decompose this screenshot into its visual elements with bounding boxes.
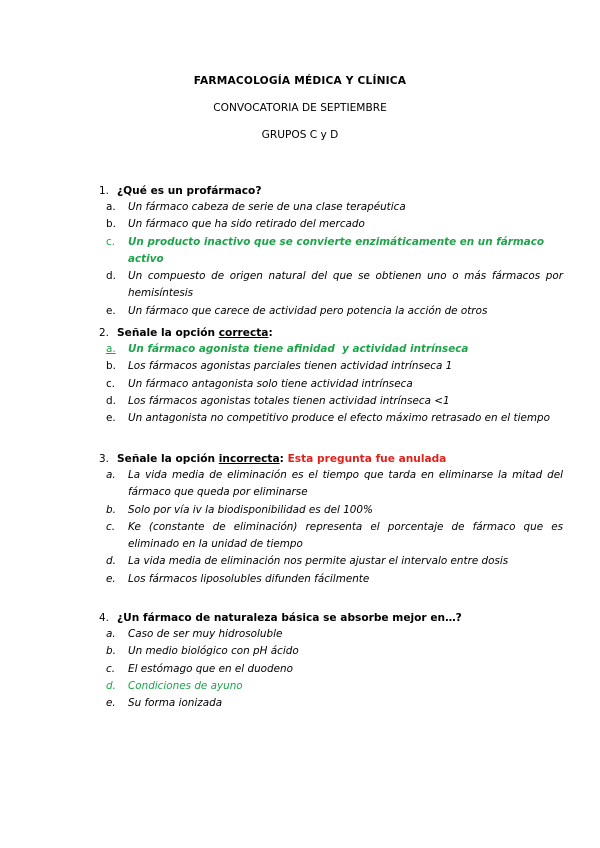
option-letter: c. — [106, 235, 116, 248]
option-letter: c. — [106, 662, 116, 675]
question-number: 3. — [99, 453, 109, 465]
option-letter: d. — [106, 679, 116, 692]
option-letter: d. — [106, 555, 116, 568]
question-1 — [99, 183, 563, 320]
option-b — [103, 216, 563, 233]
question-number: 1. — [99, 185, 109, 197]
option-e — [103, 571, 563, 588]
question-text-suffix: : — [279, 453, 288, 465]
option-text: El estómago que en el duodeno — [128, 662, 293, 675]
option-c — [103, 661, 563, 678]
question-text-prefix: Señale la opción — [117, 453, 219, 465]
options-list — [103, 467, 563, 588]
option-b — [103, 358, 563, 375]
option-letter: c. — [106, 377, 116, 390]
option-c — [103, 519, 563, 554]
question-2 — [99, 325, 563, 427]
option-b — [103, 643, 563, 660]
option-a-correct — [103, 341, 563, 358]
option-a — [103, 467, 563, 502]
option-letter: b. — [106, 360, 116, 373]
options-list — [103, 626, 563, 712]
option-letter: b. — [106, 503, 116, 516]
option-letter: e. — [106, 304, 116, 317]
option-letter: a. — [106, 469, 116, 481]
option-a — [103, 626, 563, 643]
option-text: Un producto inactivo que se convierte enzimáticamente en un fármaco activo — [128, 235, 545, 265]
option-text: Los fármacos liposolubles difunden fácilmente — [128, 572, 370, 585]
question-1-header — [99, 183, 563, 199]
option-e — [103, 695, 563, 712]
question-3 — [99, 451, 563, 588]
option-text: Un fármaco agonista tiene afinidad y actividad intrínseca — [128, 343, 469, 355]
option-text: Ke (constante de eliminación) representa el porcentaje de fármaco que es eliminado en la unidad de tiempo — [128, 520, 563, 551]
question-number: 2. — [99, 327, 109, 339]
option-e — [103, 410, 563, 427]
question-text-suffix: : — [268, 327, 273, 339]
option-text: Los fármacos agonistas parciales tienen actividad intrínseca 1 — [128, 360, 453, 373]
option-text: Un fármaco antagonista solo tiene actividad intrínseca — [128, 377, 413, 390]
option-d-correct — [103, 678, 563, 695]
option-text: Un compuesto de origen natural del que se obtienen uno o más fármacos por hemisíntesis — [128, 270, 563, 300]
option-text: Solo por vía iv la biodisponibilidad es del 100% — [128, 503, 373, 516]
option-text: Condiciones de ayuno — [128, 679, 243, 692]
option-text: Un medio biológico con pH ácido — [128, 645, 299, 658]
option-text: Un fármaco cabeza de serie de una clase terapéutica — [128, 201, 406, 213]
question-text — [117, 325, 273, 341]
option-letter: e. — [106, 697, 116, 710]
question-4-header — [99, 610, 563, 626]
option-letter: d. — [106, 394, 116, 407]
question-text: ¿Un fármaco de naturaleza básica se absorbe mejor en…? — [117, 612, 462, 624]
exam-groups: GRUPOS C y D — [261, 129, 339, 141]
option-text: Un antagonista no competitivo produce el efecto máximo retrasado en el tiempo — [128, 412, 550, 425]
question-keyword: correcta — [218, 327, 269, 339]
option-text: Caso de ser muy hidrosoluble — [128, 628, 283, 640]
option-e — [103, 303, 563, 320]
option-a — [103, 199, 563, 216]
option-c — [103, 376, 563, 393]
option-text: Su forma ionizada — [128, 697, 223, 710]
option-d — [103, 393, 563, 410]
option-d — [103, 268, 563, 303]
exam-title: FARMACOLOGÍA MÉDICA Y CLÍNICA — [193, 75, 407, 87]
option-letter: e. — [106, 412, 116, 425]
exam-session: CONVOCATORIA DE SEPTIEMBRE — [213, 102, 387, 114]
option-letter: a. — [106, 201, 116, 213]
question-text-prefix: Señale la opción — [117, 327, 219, 339]
options-list — [103, 341, 563, 427]
question-2-header — [99, 325, 563, 341]
question-keyword: incorrecta — [218, 453, 280, 465]
option-letter: a. — [106, 343, 116, 355]
question-4 — [99, 610, 563, 712]
option-b — [103, 502, 563, 519]
option-c-correct — [103, 234, 563, 269]
question-3-header — [99, 451, 563, 467]
option-text: Los fármacos agonistas totales tienen actividad intrínseca <1 — [128, 394, 450, 407]
question-text: ¿Qué es un profármaco? — [117, 185, 262, 197]
option-letter: b. — [106, 218, 116, 231]
option-text: Un fármaco que ha sido retirado del mercado — [128, 218, 365, 231]
option-letter: b. — [106, 645, 116, 658]
question-number: 4. — [99, 612, 109, 624]
option-text: Un fármaco que carece de actividad pero potencia la acción de otros — [128, 304, 488, 317]
option-text: La vida media de eliminación es el tiempo que tarda en eliminarse la mitad del fármaco que queda por eliminarse — [128, 469, 563, 499]
option-text: La vida media de eliminación nos permite ajustar el intervalo entre dosis — [128, 555, 509, 568]
option-letter: c. — [106, 520, 116, 533]
options-list — [103, 199, 563, 320]
option-letter: d. — [106, 270, 116, 283]
annulled-note: Esta pregunta fue anulada — [287, 453, 447, 465]
question-text — [117, 451, 446, 467]
option-d — [103, 553, 563, 570]
option-letter: e. — [106, 572, 116, 585]
option-letter: a. — [106, 628, 116, 640]
